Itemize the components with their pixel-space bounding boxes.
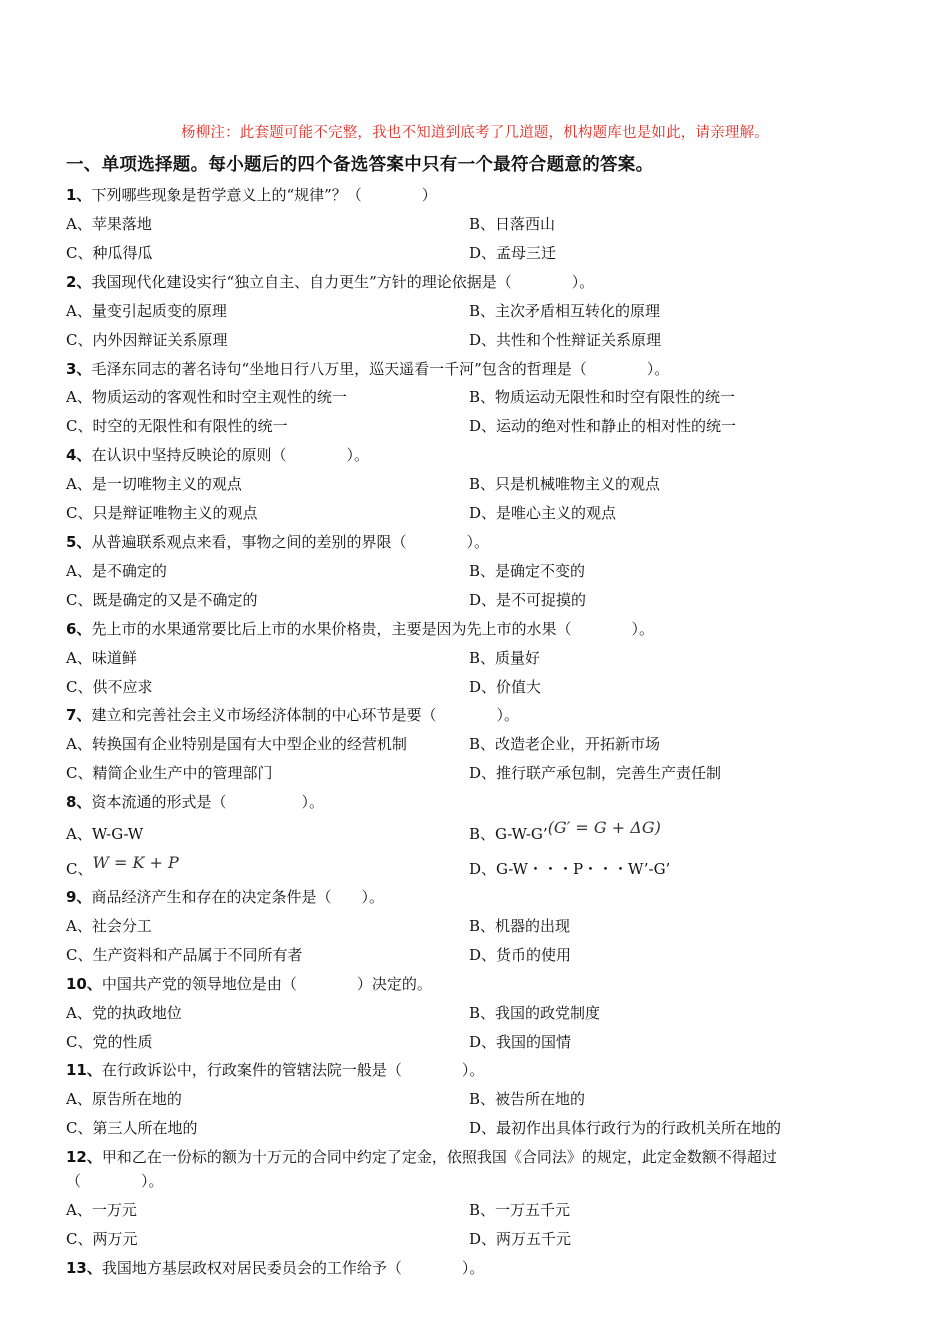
option-d[interactable]: D、运动的绝对性和静止的相对性的统一: [469, 417, 737, 435]
question-number: 2、: [66, 273, 92, 291]
question-text: 下列哪些现象是哲学意义上的“规律”？（ ）: [91, 186, 437, 204]
question-number: 10、: [66, 975, 102, 993]
option-d[interactable]: D、是唯心主义的观点: [469, 504, 617, 522]
option-d[interactable]: D、孟母三迁: [469, 244, 557, 262]
question-1: [66, 184, 896, 212]
question-number: 1、: [66, 186, 92, 204]
option-b[interactable]: B、改造老企业，开拓新市场: [469, 735, 661, 753]
formula-w: W = K + P: [92, 853, 179, 872]
option-d[interactable]: D、两万五千元: [469, 1230, 572, 1248]
option-d[interactable]: D、推行联产承包制，完善生产责任制: [469, 764, 722, 782]
options-row: [66, 915, 896, 943]
options-row: [66, 242, 896, 270]
option-c[interactable]: C、只是辩证唯物主义的观点: [66, 504, 258, 522]
option-c[interactable]: C、党的性质: [66, 1033, 153, 1051]
option-c[interactable]: C、内外因辩证关系原理: [66, 331, 228, 349]
editor-note: 杨柳注：此套题可能不完整，我也不知道到底考了几道题，机构题库也是如此，请亲理解。: [181, 125, 769, 141]
option-a[interactable]: A、转换国有企业特别是国有大中型企业的经营机制: [66, 735, 407, 753]
question-number: 6、: [66, 620, 92, 638]
question-number: 4、: [66, 446, 92, 464]
option-a[interactable]: A、是一切唯物主义的观点: [66, 475, 242, 493]
option-c[interactable]: [66, 853, 179, 880]
question-text: 毛泽东同志的著名诗句“坐地日行八万里，巡天遥看一千河”包含的哲理是（ ）。: [91, 360, 670, 378]
option-c[interactable]: C、时空的无限性和有限性的统一: [66, 417, 288, 435]
options-row: [66, 329, 896, 357]
question-number: 13、: [66, 1259, 102, 1277]
options-row: [66, 818, 896, 851]
option-a[interactable]: A、原告所在地的: [66, 1090, 182, 1108]
formula-g-prime: (G′ = G + ΔG): [547, 818, 661, 837]
question-4: [66, 444, 896, 472]
question-number: 9、: [66, 888, 92, 906]
options-row: [66, 1002, 896, 1030]
option-c[interactable]: C、精简企业生产中的管理部门: [66, 764, 273, 782]
question-text: 在行政诉讼中，行政案件的管辖法院一般是（ ）。: [101, 1061, 485, 1079]
options-row: [66, 560, 896, 588]
options-row: [66, 213, 896, 241]
question-7: [66, 704, 896, 732]
option-b[interactable]: B、只是机械唯物主义的观点: [469, 475, 661, 493]
options-row: [66, 733, 896, 761]
options-row: [66, 676, 896, 704]
options-row: [66, 853, 896, 886]
question-number: 3、: [66, 360, 92, 378]
option-b[interactable]: B、是确定不变的: [469, 562, 586, 580]
option-a[interactable]: A、味道鲜: [66, 649, 137, 667]
question-text: 从普遍联系观点来看，事物之间的差别的界限（ ）。: [91, 533, 489, 551]
option-a[interactable]: A、一万元: [66, 1201, 137, 1219]
option-c[interactable]: C、供不应求: [66, 678, 153, 696]
option-a[interactable]: A、社会分工: [66, 917, 152, 935]
option-c[interactable]: C、既是确定的又是不确定的: [66, 591, 258, 609]
question-10: [66, 973, 896, 1001]
question-9: [66, 886, 896, 914]
question-text-continued: （ ）。: [66, 1172, 164, 1190]
option-b[interactable]: B、主次矛盾相互转化的原理: [469, 302, 661, 320]
option-c[interactable]: C、第三人所在地的: [66, 1119, 198, 1137]
option-c-label: C、: [66, 860, 93, 878]
options-row: [66, 1228, 896, 1256]
option-a[interactable]: A、物质运动的客观性和时空主观性的统一: [66, 388, 347, 406]
option-d[interactable]: D、我国的国情: [469, 1033, 572, 1051]
option-a[interactable]: A、量变引起质变的原理: [66, 302, 227, 320]
options-row: [66, 762, 896, 790]
question-number: 12、: [66, 1148, 102, 1166]
option-b[interactable]: B、物质运动无限性和时空有限性的统一: [469, 388, 736, 406]
option-c[interactable]: C、种瓜得瓜: [66, 244, 153, 262]
question-text: 资本流通的形式是（ ）。: [91, 793, 324, 811]
question-text: 在认识中坚持反映论的原则（ ）。: [91, 446, 369, 464]
option-d[interactable]: D、是不可捉摸的: [469, 591, 587, 609]
question-13: [66, 1257, 896, 1285]
option-a[interactable]: A、苹果落地: [66, 215, 152, 233]
options-row: [66, 1031, 896, 1059]
option-b[interactable]: B、质量好: [469, 649, 541, 667]
option-b[interactable]: B、我国的政党制度: [469, 1004, 601, 1022]
option-d[interactable]: D、货币的使用: [469, 946, 572, 964]
question-11: [66, 1059, 896, 1087]
option-d[interactable]: D、共性和个性辩证关系原理: [469, 331, 662, 349]
question-text: 我国现代化建设实行“独立自主、自力更生”方针的理论依据是（ ）。: [91, 273, 595, 291]
option-d[interactable]: D、价值大: [469, 678, 542, 696]
options-row: [66, 1088, 896, 1116]
options-row: [66, 300, 896, 328]
question-text: 我国地方基层政权对居民委员会的工作给予（ ）。: [101, 1259, 485, 1277]
option-b-label: B、G-W-G’: [469, 825, 548, 843]
question-5: [66, 531, 896, 559]
question-text: 甲和乙在一份标的额为十万元的合同中约定了定金，依照我国《合同法》的规定，此定金数额不得超过: [101, 1148, 777, 1166]
question-text: 建立和完善社会主义市场经济体制的中心环节是要（ ）。: [91, 706, 519, 724]
options-row: [66, 502, 896, 530]
option-c[interactable]: C、两万元: [66, 1230, 138, 1248]
option-b[interactable]: B、被告所在地的: [469, 1090, 586, 1108]
options-row: [66, 944, 896, 972]
options-row: [66, 1199, 896, 1227]
option-b[interactable]: B、一万五千元: [469, 1201, 571, 1219]
question-text: 先上市的水果通常要比后上市的水果价格贵，主要是因为先上市的水果（ ）。: [91, 620, 654, 638]
question-8: [66, 791, 896, 819]
option-b[interactable]: [469, 818, 661, 845]
options-row: [66, 647, 896, 675]
question-text: 商品经济产生和存在的决定条件是（ ）。: [91, 888, 384, 906]
option-a[interactable]: A、是不确定的: [66, 562, 167, 580]
option-d[interactable]: D、G-W・・・P・・・W’-G’: [469, 860, 671, 878]
options-row: [66, 386, 896, 414]
question-number: 7、: [66, 706, 92, 724]
question-number: 5、: [66, 533, 92, 551]
option-b[interactable]: B、日落西山: [469, 215, 556, 233]
question-2: [66, 271, 896, 299]
question-6: [66, 618, 896, 646]
question-number: 8、: [66, 793, 92, 811]
options-row: [66, 473, 896, 501]
option-d[interactable]: D、最初作出具体行政行为的行政机关所在地的: [469, 1119, 782, 1137]
section-title: 一、单项选择题。每小题后的四个备选答案中只有一个最符合题意的答案。: [66, 155, 654, 175]
options-row: [66, 589, 896, 617]
question-3: [66, 358, 896, 386]
options-row: [66, 1117, 896, 1145]
option-a[interactable]: A、W-G-W: [66, 825, 144, 843]
option-a[interactable]: A、党的执政地位: [66, 1004, 182, 1022]
options-row: [66, 415, 896, 443]
question-text: 中国共产党的领导地位是由（ ）决定的。: [101, 975, 432, 993]
option-c[interactable]: C、生产资料和产品属于不同所有者: [66, 946, 303, 964]
option-b[interactable]: B、机器的出现: [469, 917, 571, 935]
question-number: 11、: [66, 1061, 102, 1079]
question-12-continued: [66, 1170, 896, 1198]
